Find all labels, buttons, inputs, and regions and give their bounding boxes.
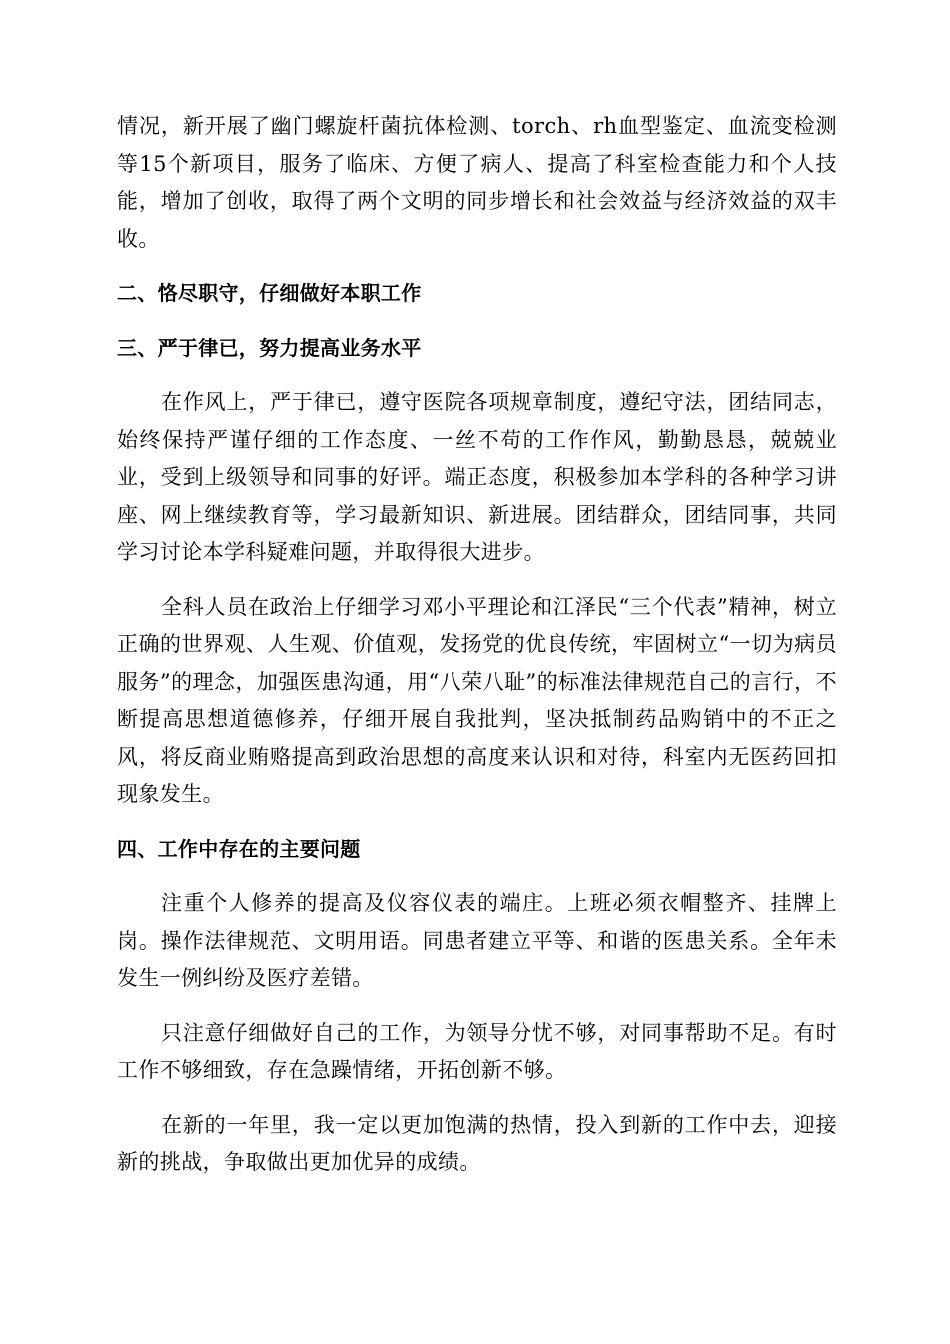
section4-paragraph-3: 在新的一年里，我一定以更加饱满的热情，投入到新的工作中去，迎接新的挑战，争取做出更加优异的成绩。 xyxy=(117,1112,837,1174)
section3-paragraph-1: 在作风上，严于律已，遵守医院各项规章制度，遵纪守法，团结同志，始终保持严谨仔细的工作态度、一丝不苟的工作作风，勤勤恳恳，兢兢业业，受到上级领导和同事的好评。端正态度，积极参加本学科的各种学习讲座、网上继续教育等，学习最新知识、新进展。团结群众，团结同事，共同学习讨论本学科疑难问题，并取得很大进步。 xyxy=(117,390,837,564)
section-heading-4: 四、工作中存在的主要问题 xyxy=(117,836,361,861)
document-page xyxy=(117,108,837,1199)
intro-paragraph: 情况，新开展了幽门螺旋杆菌抗体检测、torch、rh血型鉴定、血流变检测等15个新项目，服务了临床、方便了病人、提高了科室检查能力和个人技能，增加了创收，取得了两个文明的同步增长和社会效益与经济效益的双丰收。 xyxy=(117,114,837,251)
section4-paragraph-1: 注重个人修养的提高及仪容仪表的端庄。上班必须衣帽整齐、挂牌上岗。操作法律规范、文明用语。同患者建立平等、和谐的医患关系。全年未发生一例纠纷及医疗差错。 xyxy=(117,891,837,990)
section3-paragraph-2: 全科人员在政治上仔细学习邓小平理论和江泽民“三个代表”精神，树立正确的世界观、人生观、价值观，发扬党的优良传统，牢固树立“一切为病员服务”的理念，加强医患沟通，用“八荣八耻”的标准法律规范自己的言行，不断提高思想道德修养，仔细开展自我批判，坚决抵制药品购销中的不正之风，将反商业贿赂提高到政治思想的高度来认识和对待，科室内无医药回扣现象发生。 xyxy=(117,594,837,806)
section4-paragraph-2: 只注意仔细做好自己的工作，为领导分忧不够，对同事帮助不足。有时工作不够细致，存在急躁情绪，开拓创新不够。 xyxy=(117,1020,837,1082)
section-heading-3: 三、严于律已，努力提高业务水平 xyxy=(117,335,422,360)
section-heading-2: 二、恪尽职守，仔细做好本职工作 xyxy=(117,281,422,305)
